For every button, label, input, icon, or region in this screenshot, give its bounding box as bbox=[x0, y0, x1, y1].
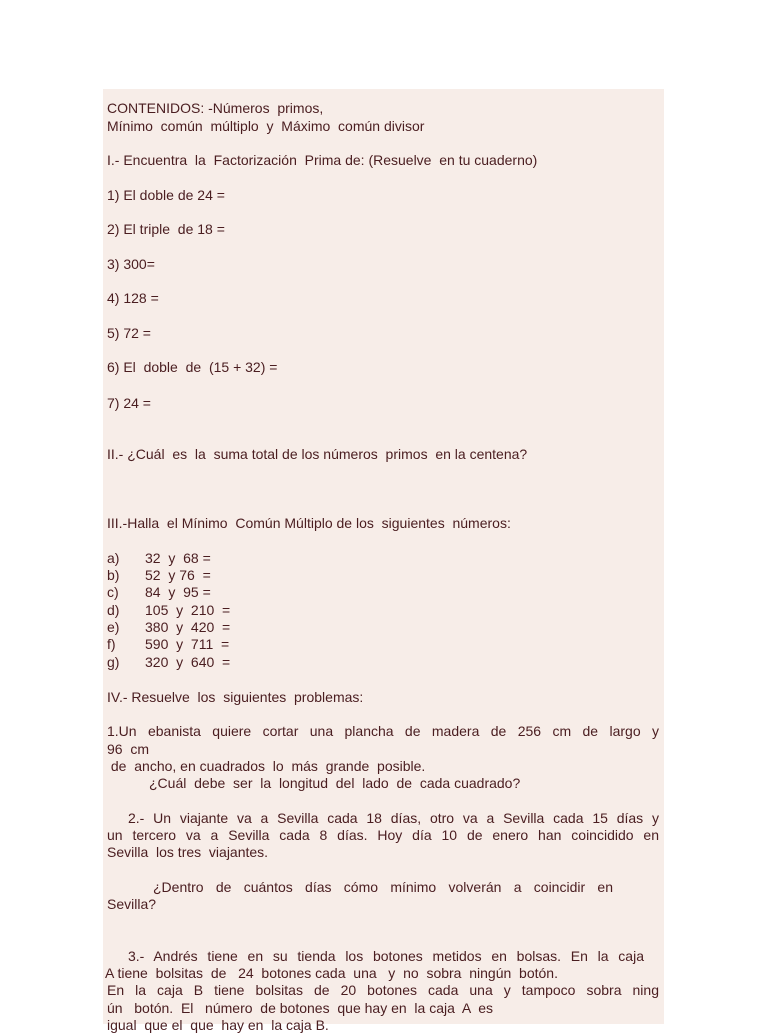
problem-2-line-3: Sevilla los tres viajantes. bbox=[107, 844, 269, 860]
problem-1-line-2: 96 cm bbox=[107, 741, 150, 757]
item-label: g) bbox=[107, 654, 120, 670]
section-1-item-5: 5) 72 = bbox=[107, 325, 151, 341]
item-label: c) bbox=[107, 584, 119, 600]
section-1-item-7: 7) 24 = bbox=[107, 395, 151, 411]
section-1-item-1: 1) El doble de 24 = bbox=[107, 187, 225, 203]
item-label: d) bbox=[107, 602, 120, 618]
problem-2-line-2: un tercero va a Sevilla cada 8 días. Hoy día 10 de enero han coincidido en bbox=[107, 827, 659, 843]
contents-line-1: CONTENIDOS: -Números primos, bbox=[107, 100, 324, 116]
section-3-item-e bbox=[107, 619, 230, 636]
section-1-title: I.- Encuentra la Factorización Prima de: (Resuelve en tu cuaderno) bbox=[107, 152, 538, 168]
section-3-item-b bbox=[107, 567, 211, 584]
section-3-item-d bbox=[107, 602, 230, 619]
item-label: f) bbox=[107, 636, 116, 652]
section-4-title: IV.- Resuelve los siguientes problemas: bbox=[107, 689, 364, 705]
problem-3-line-1: 3.- Andrés tiene en su tienda los botones metidos en bolsas. En la caja bbox=[128, 948, 644, 964]
item-expression: 105 y 210 = bbox=[145, 602, 231, 618]
item-expression: 84 y 95 = bbox=[145, 584, 211, 600]
section-3-item-g bbox=[107, 654, 230, 671]
item-label: a) bbox=[107, 550, 120, 566]
item-expression: 380 y 420 = bbox=[145, 619, 231, 635]
problem-2-question-line-2: Sevilla? bbox=[107, 896, 157, 912]
section-1-item-6: 6) El doble de (15 + 32) = bbox=[107, 359, 278, 375]
section-3-item-f bbox=[107, 636, 229, 653]
problem-3-line-3: En la caja B tiene bolsitas de 20 botones cada una y tampoco sobra ning bbox=[107, 982, 659, 998]
item-expression: 52 y 76 = bbox=[145, 567, 211, 583]
item-expression: 32 y 68 = bbox=[145, 550, 211, 566]
section-3-item-c bbox=[107, 584, 211, 601]
section-3-item-a bbox=[107, 550, 211, 567]
problem-3-line-2: A tiene bolsitas de 24 botones cada una y no sobra ningún botón. bbox=[105, 965, 558, 981]
problem-2-line-1: 2.- Un viajante va a Sevilla cada 18 días, otro va a Sevilla cada 15 días y bbox=[128, 810, 659, 826]
problem-1-line-3: de ancho, en cuadrados lo más grande posible. bbox=[107, 758, 426, 774]
item-label: e) bbox=[107, 619, 120, 635]
contents-line-2: Mínimo común múltiplo y Máximo común divisor bbox=[107, 118, 425, 134]
section-1-item-3: 3) 300= bbox=[107, 256, 155, 272]
item-label: b) bbox=[107, 567, 120, 583]
item-expression: 320 y 640 = bbox=[145, 654, 231, 670]
problem-1-question: ¿Cuál debe ser la longitud del lado de cada cuadrado? bbox=[149, 775, 521, 791]
problem-2-question-line-1: ¿Dentro de cuántos días cómo mínimo volverán a coincidir en bbox=[153, 879, 613, 895]
section-3-title: III.-Halla el Mínimo Común Múltiplo de los siguientes números: bbox=[107, 515, 511, 531]
section-1-item-2: 2) El triple de 18 = bbox=[107, 221, 225, 237]
item-expression: 590 y 711 = bbox=[145, 636, 230, 652]
problem-1-line-1: 1.Un ebanista quiere cortar una plancha de madera de 256 cm de largo y bbox=[107, 723, 659, 739]
worksheet-page bbox=[103, 89, 664, 1033]
problem-3-line-4: ún botón. El número de botones que hay en la caja A es bbox=[107, 1000, 494, 1016]
problem-3-line-5: igual que el que hay en la caja B. bbox=[107, 1017, 329, 1033]
section-1-item-4: 4) 128 = bbox=[107, 290, 159, 306]
section-2-title: II.- ¿Cuál es la suma total de los números primos en la centena? bbox=[107, 446, 528, 462]
